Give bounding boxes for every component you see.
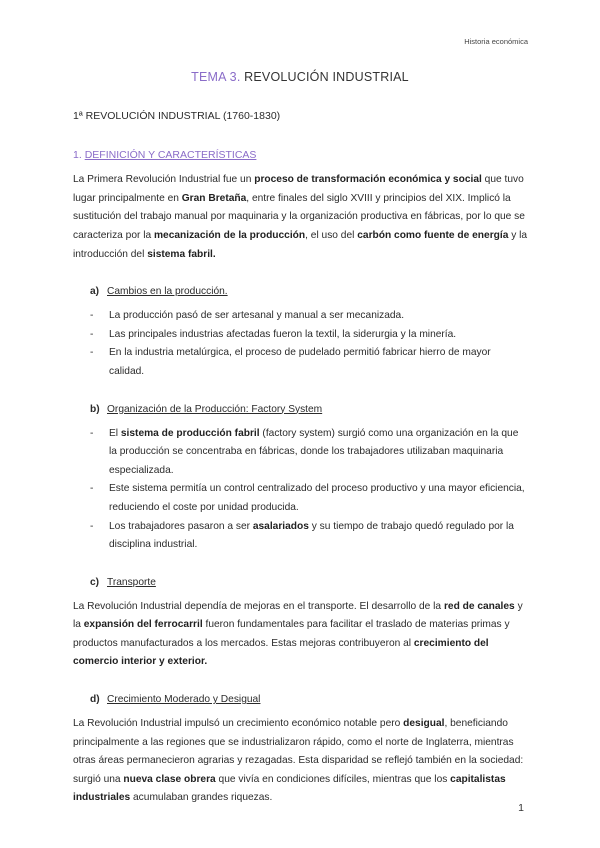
text-run: La Primera Revolución Industrial fue un <box>73 174 255 186</box>
subsection-letter: d) <box>90 694 100 706</box>
text-run: acumulaban grandes riquezas. <box>130 792 273 804</box>
subsection-letter: c) <box>90 576 100 588</box>
document-body <box>73 107 528 808</box>
bold-run: sistema de producción fabril <box>120 427 260 439</box>
bold-run: mecanización de la producción <box>153 229 306 241</box>
text-run: Los trabajadores pasaron a ser <box>109 520 253 532</box>
text-run: , el uso del <box>305 229 358 241</box>
subsection-title: Organización de la Producción: Factory System <box>107 403 323 415</box>
list-item: - Las principales industrias afectadas fueron la textil, la siderurgia y la minería. <box>73 326 528 345</box>
bold-run: capitalistas industriales <box>73 773 506 804</box>
intro-paragraph <box>73 171 528 264</box>
section-number: 1. <box>73 148 82 161</box>
subsection-b-heading <box>90 404 528 415</box>
bold-run: crecimiento del comercio interior y exterior. <box>73 637 489 668</box>
page-header: Historia económica <box>464 37 528 46</box>
title-text: REVOLUCIÓN INDUSTRIAL <box>240 70 409 84</box>
subsection-a-heading <box>90 286 528 297</box>
subsection-a-list <box>73 307 528 381</box>
text-run: , beneficiando principalmente a las regiones que se industrializaron rápido, como el norte de Inglaterra, mientras otras áreas permanecieron agrarias y rezagadas. Esta disparidad se reflejó también en la sociedad: surgió una <box>73 718 524 785</box>
title-topic-number: TEMA 3. <box>191 70 241 84</box>
bold-run: desigual <box>403 718 445 730</box>
text-run: La Revolución Industrial dependía de mejoras en el transporte. El desarrollo de la <box>73 600 444 612</box>
text-run: La Revolución Industrial impulsó un crecimiento económico notable pero <box>73 718 404 730</box>
list-item: - Este sistema permitía un control centralizado del proceso productivo y una mayor eficiencia, reduciendo el coste por unidad producida. <box>73 480 528 517</box>
list-item <box>73 518 528 555</box>
bold-run: sistema fabril. <box>147 248 216 260</box>
subsection-title: Cambios en la producción. <box>107 286 228 298</box>
text-run: y la introducción del <box>73 229 528 260</box>
page-number: 1 <box>518 802 524 814</box>
text-run: que tuvo lugar principalmente en <box>73 174 524 204</box>
subsection-c-paragraph <box>73 598 528 672</box>
document-title <box>0 70 600 84</box>
subsection-title: Transporte <box>107 576 156 588</box>
bold-run: nueva clase obrera <box>123 773 216 785</box>
subsection-title: Crecimiento Moderado y Desigual <box>107 694 261 706</box>
bold-run: asalariados <box>252 520 309 532</box>
section-title: DEFINICIÓN Y CARACTERÍSTICAS <box>84 148 257 161</box>
bold-run: expansión del ferrocarril <box>83 619 203 631</box>
text-run: que vivía en condiciones difíciles, mientras que los <box>215 773 451 785</box>
subsection-letter: a) <box>90 286 100 298</box>
text-run: fueron fundamentales para facilitar el traslado de materias primas y productos manufacturados a los mercados. Estas mejoras contribuyeron al <box>73 619 510 649</box>
subsection-letter: b) <box>90 403 100 415</box>
section-heading <box>73 146 528 165</box>
subsection-d-heading <box>90 694 528 705</box>
subsection-c-heading <box>90 577 528 588</box>
subsection-d-paragraph <box>73 715 528 808</box>
bold-run: proceso de transformación económica y social <box>254 174 482 186</box>
list-item: - En la industria metalúrgica, el proceso de pudelado permitió fabricar hierro de mayor calidad. <box>73 344 528 381</box>
text-run: y la <box>73 600 523 631</box>
list-item <box>73 425 528 481</box>
text-run: y su tiempo de trabajo quedó regulado por la disciplina industrial. <box>109 520 514 551</box>
list-item: - La producción pasó de ser artesanal y manual a ser mecanizada. <box>73 307 528 326</box>
bold-run: carbón como fuente de energía <box>357 229 509 241</box>
bold-run: Gran Bretaña <box>181 192 247 204</box>
text-run: El <box>109 427 121 439</box>
text-run: (factory system) surgió como una organización en la que la producción se concentraba en fábricas, donde los trabajadores utilizaban maquinaria especializada. <box>109 427 519 476</box>
text-run: , entre finales del siglo XVIII y principios del XIX. Implicó la sustitución del trabajo manual por maquinaria y la organización productiva en fábricas, por lo que se caracteriza por la <box>73 192 525 241</box>
subsection-b-list <box>73 425 528 555</box>
bold-run: red de canales <box>443 600 515 612</box>
subtitle: 1ª REVOLUCIÓN INDUSTRIAL (1760-1830) <box>73 110 281 122</box>
